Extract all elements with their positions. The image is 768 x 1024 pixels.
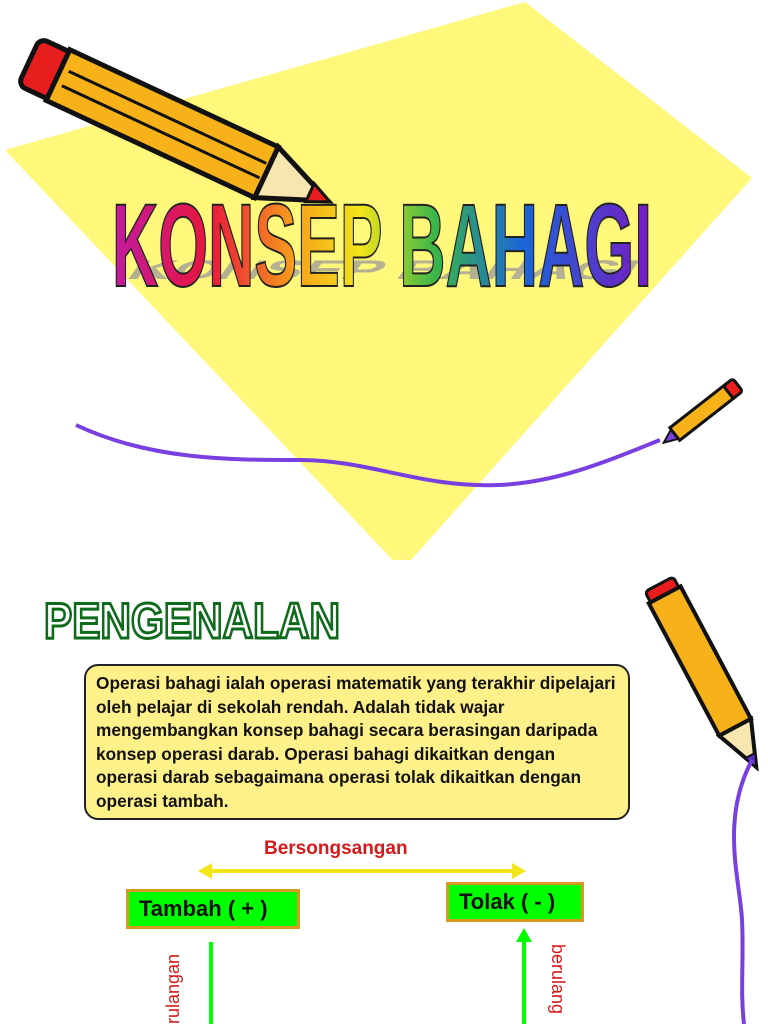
section-heading: PENGENALAN [44,593,340,649]
intro-text: Operasi bahagi ialah operasi matematik yang terakhir dipelajari oleh pelajar di sekolah rendah. Adalah tidak wajar mengembangkan konsep bahagi secara berasingan daripada konsep operasi darab. Operasi bahagi dikaitkan dengan operasi darab sebagaimana operasi tolak dikaitkan dengan operasi tambah. [96,673,616,811]
title-shadow: KONSEP BAHAGI [120,255,647,286]
subtraction-label: Tolak ( - ) [459,889,556,914]
right-side-label: berulang [548,944,568,1015]
left-side-label: rulangan [163,953,183,1024]
slide-title: KONSEP BAHAGI [112,180,652,312]
small-pencil-icon [659,379,743,449]
pencil-icon [643,576,768,776]
decorative-curve [734,760,752,1024]
intro-slide [0,560,768,1024]
subtraction-box [446,882,584,922]
relation-label: Bersongsangan [264,838,408,859]
arrow-up-icon [516,928,532,942]
intro-text-box [84,664,630,820]
addition-label: Tambah ( + ) [139,896,268,921]
addition-box [126,889,300,929]
arrow-left-head-icon [198,863,212,879]
arrow-right-head-icon [512,863,526,879]
